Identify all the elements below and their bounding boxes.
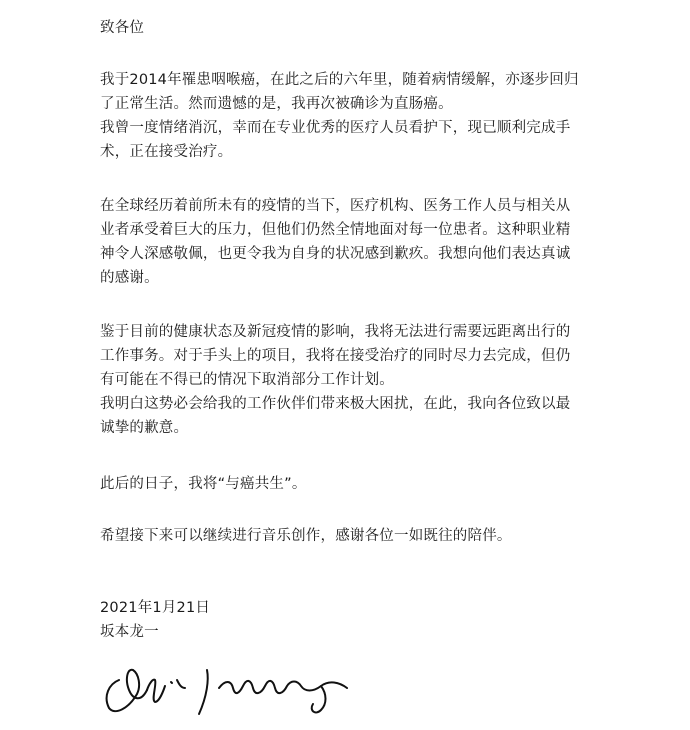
handwritten-signature [95,650,365,720]
paragraph-3-line-2: 工作事务。对于手头上的项目，我将在接受治疗的同时尽力去完成，但仍 [100,348,571,364]
paragraph-5: 希望接下来可以继续进行音乐创作，感谢各位一如既往的陪伴。 [100,528,512,544]
salutation: 致各位 [100,20,145,36]
paragraph-2-line-2: 业者承受着巨大的压力，但他们仍然全情地面对每一位患者。这种职业精 [100,222,571,238]
paragraph-3-line-4: 我明白这势必会给我的工作伙伴们带来极大困扰，在此，我向各位致以最 [100,396,571,412]
paragraph-4: 此后的日子，我将“与癌共生”。 [100,476,307,492]
letter-author: 坂本龙一 [100,624,159,640]
paragraph-1-line-2: 了正常生活。然而遗憾的是，我再次被确诊为直肠癌。 [100,96,453,112]
paragraph-3-line-1: 鉴于目前的健康状态及新冠疫情的影响，我将无法进行需要远距离出行的 [100,324,571,340]
paragraph-2-line-4: 的感谢。 [100,270,159,286]
letter-date: 2021年1月21日 [100,600,211,616]
paragraph-1-line-3: 我曾一度情绪消沉，幸而在专业优秀的医疗人员看护下，现已顺利完成手 [100,120,571,136]
paragraph-1-line-4: 术，正在接受治疗。 [100,144,233,160]
paragraph-3-line-5: 诚挚的歉意。 [100,420,189,436]
paragraph-1-line-1: 我于2014年罹患咽喉癌，在此之后的六年里，随着病情缓解，亦逐步回归 [100,72,579,88]
paragraph-2-line-1: 在全球经历着前所未有的疫情的当下，医疗机构、医务工作人员与相关从 [100,198,571,214]
paragraph-3-line-3: 有可能在不得已的情况下取消部分工作计划。 [100,372,394,388]
paragraph-2-line-3: 神令人深感敬佩，也更令我为自身的状况感到歉疚。我想向他们表达真诚 [100,246,571,262]
